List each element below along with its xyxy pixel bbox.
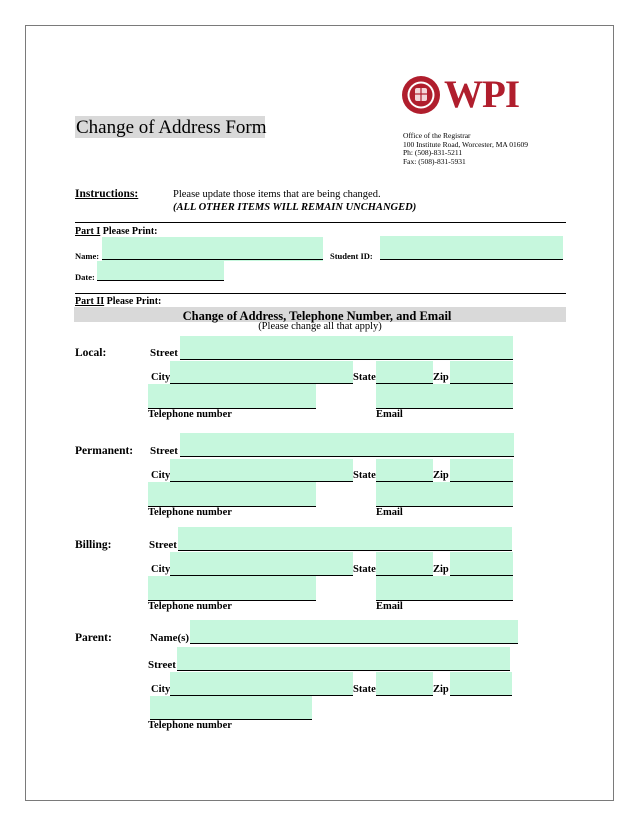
local-state-field[interactable] [376,361,433,383]
part2-subtitle: (Please change all that apply) [258,321,382,332]
parent-zip-label: Zip [433,684,449,695]
wpi-logo-text: WPI [444,73,519,116]
part2-banner-text: Change of Address, Telephone Number, and Email [182,309,452,323]
name-field[interactable] [102,237,323,261]
permanent-zip-label: Zip [433,470,449,481]
form-title: Change of Address Form [76,117,267,138]
date-label: Date: [75,272,95,282]
parent-street-label: Street [148,659,176,671]
billing-section-label: Billing: [75,539,112,551]
parent-state-underline [376,695,433,696]
part1-rule [75,222,566,223]
parent-city-label: City [151,684,171,695]
billing-state-label: State [353,564,376,575]
local-zip-label: Zip [433,372,449,383]
local-telephone-field[interactable] [148,384,316,408]
parent-telephone-label: Telephone number [148,720,232,731]
permanent-city-label: City [151,470,171,481]
billing-street-label: Street [149,539,177,551]
billing-email-field[interactable] [376,576,513,600]
local-street-underline [180,359,513,360]
billing-telephone-field[interactable] [148,576,316,600]
parent-state-field[interactable] [376,672,433,695]
student-id-label: Student ID: [330,251,373,261]
registrar-fax: Fax: (508)-831-5931 [403,157,466,166]
billing-street-underline [178,550,512,551]
permanent-state-field[interactable] [376,459,433,481]
permanent-state-label: State [353,470,376,481]
part1-heading-rest: Please Print: [100,226,158,237]
local-city-field[interactable] [170,361,353,383]
part2-label: Part II [75,296,105,307]
permanent-email-label: Email [376,507,403,518]
instructions-line1: Please update those items that are being changed. [173,189,381,200]
name-label: Name: [75,251,100,261]
local-telephone-label: Telephone number [148,409,232,420]
student-id-underline [380,259,563,260]
billing-state-field[interactable] [376,552,433,575]
billing-city-field[interactable] [170,552,353,575]
parent-zip-underline [450,695,512,696]
parent-names-field[interactable] [190,620,518,644]
parent-section-label: Parent: [75,632,112,644]
local-email-field[interactable] [376,384,513,408]
local-city-label: City [151,372,171,383]
permanent-section-label: Permanent: [75,445,134,457]
part1-label: Part I [75,226,101,237]
student-id-field[interactable] [380,236,563,260]
permanent-street-underline [180,456,514,457]
local-state-label: State [353,372,376,383]
billing-zip-field[interactable] [450,552,513,575]
part2-heading-rest: Please Print: [104,296,162,307]
local-street-field[interactable] [180,336,513,360]
local-email-label: Email [376,409,403,420]
parent-zip-field[interactable] [450,672,512,695]
permanent-zip-field[interactable] [450,459,513,481]
date-underline [97,280,224,281]
permanent-telephone-field[interactable] [148,482,316,506]
local-section-label: Local: [75,347,107,359]
permanent-street-field[interactable] [180,433,514,457]
parent-telephone-field[interactable] [150,696,312,719]
parent-state-label: State [353,684,376,695]
billing-telephone-label: Telephone number [148,601,232,612]
name-underline [102,259,323,260]
instructions-label: Instructions: [75,188,139,200]
parent-street-underline [177,670,510,671]
part2-heading [75,296,161,307]
date-field[interactable] [97,261,224,281]
registrar-office: Office of the Registrar [403,131,471,140]
registrar-address: 100 Institute Road, Worcester, MA 01609 [403,140,528,149]
part1-heading [75,226,157,237]
permanent-street-label: Street [150,445,178,457]
billing-email-label: Email [376,601,403,612]
billing-city-label: City [151,564,171,575]
parent-street-field[interactable] [177,647,510,671]
parent-names-label: Name(s) [150,632,190,644]
wpi-seal-icon [401,75,441,115]
parent-names-underline [190,643,518,644]
instructions-line2: (ALL OTHER ITEMS WILL REMAIN UNCHANGED) [173,202,417,213]
permanent-city-field[interactable] [170,459,353,481]
billing-zip-label: Zip [433,564,449,575]
permanent-email-field[interactable] [376,482,513,506]
part2-rule [75,293,566,294]
parent-city-field[interactable] [170,672,353,695]
billing-street-field[interactable] [178,527,512,551]
registrar-phone: Ph: (508)-831-5211 [403,148,463,157]
local-zip-field[interactable] [450,361,513,383]
local-street-label: Street [150,347,178,359]
part2-banner [74,307,566,322]
permanent-telephone-label: Telephone number [148,507,232,518]
